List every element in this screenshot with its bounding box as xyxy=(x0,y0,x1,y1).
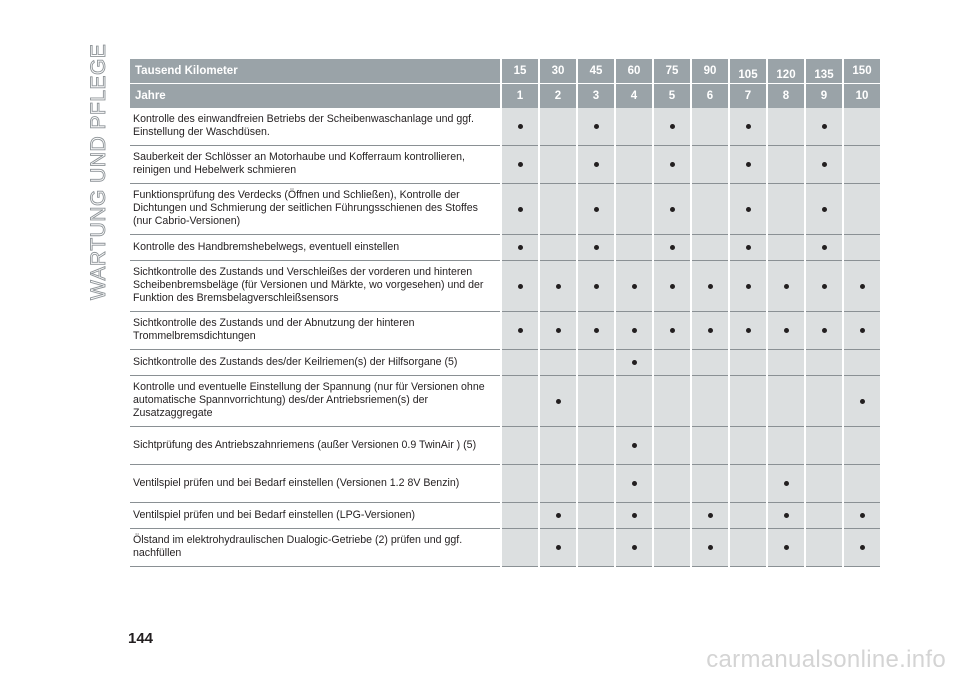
table-row xyxy=(130,261,880,312)
interval-cell xyxy=(502,503,538,529)
task-description: Ventilspiel prüfen und bei Bedarf einstellen (LPG-Versionen) xyxy=(130,503,500,529)
interval-cell xyxy=(692,235,728,261)
interval-cell xyxy=(844,261,880,312)
interval-cell xyxy=(730,427,766,465)
check-dot-icon xyxy=(822,207,827,212)
interval-cell xyxy=(578,146,614,184)
task-description: Ventilspiel prüfen und bei Bedarf einstellen (Versionen 1.2 8V Benzin) xyxy=(130,465,500,503)
table-row xyxy=(130,376,880,427)
interval-cell xyxy=(502,376,538,427)
check-dot-icon xyxy=(708,284,713,289)
interval-cell xyxy=(654,146,690,184)
check-dot-icon xyxy=(518,124,523,129)
km-cell: 75 xyxy=(654,59,690,84)
table-row xyxy=(130,184,880,235)
interval-cell xyxy=(844,312,880,350)
table-row xyxy=(130,146,880,184)
interval-cell xyxy=(806,108,842,146)
check-dot-icon xyxy=(746,124,751,129)
check-dot-icon xyxy=(518,328,523,333)
check-dot-icon xyxy=(860,545,865,550)
table-row xyxy=(130,427,880,465)
interval-cell xyxy=(768,376,804,427)
interval-cell xyxy=(502,261,538,312)
table-row xyxy=(130,235,880,261)
interval-cell xyxy=(654,108,690,146)
interval-cell xyxy=(616,376,652,427)
check-dot-icon xyxy=(594,162,599,167)
check-dot-icon xyxy=(518,284,523,289)
interval-cell xyxy=(730,184,766,235)
task-description: Kontrolle und eventuelle Einstellung der Spannung (nur für Versionen ohne automatische Spannvorrichtung) des/der Antriebsriemen(s) der Zusatzaggregate xyxy=(130,376,500,427)
check-dot-icon xyxy=(632,545,637,550)
interval-cell xyxy=(768,184,804,235)
interval-cell xyxy=(768,235,804,261)
task-description: Sichtprüfung des Antriebszahnriemens (außer Versionen 0.9 TwinAir ) (5) xyxy=(130,427,500,465)
interval-cell xyxy=(844,184,880,235)
interval-cell xyxy=(578,108,614,146)
check-dot-icon xyxy=(746,162,751,167)
interval-cell xyxy=(730,376,766,427)
km-cell: 105 xyxy=(730,59,766,84)
interval-cell xyxy=(844,529,880,567)
check-dot-icon xyxy=(746,245,751,250)
check-dot-icon xyxy=(632,328,637,333)
year-cell: 1 xyxy=(502,84,538,108)
check-dot-icon xyxy=(632,284,637,289)
interval-cell xyxy=(540,108,576,146)
km-cell: 135 xyxy=(806,59,842,84)
check-dot-icon xyxy=(632,513,637,518)
interval-cell xyxy=(616,235,652,261)
check-dot-icon xyxy=(670,328,675,333)
interval-cell xyxy=(578,350,614,376)
interval-cell xyxy=(654,261,690,312)
interval-cell xyxy=(844,503,880,529)
interval-cell xyxy=(806,261,842,312)
interval-cell xyxy=(654,184,690,235)
check-dot-icon xyxy=(594,328,599,333)
check-dot-icon xyxy=(594,124,599,129)
interval-cell xyxy=(730,108,766,146)
interval-cell xyxy=(616,261,652,312)
interval-cell xyxy=(578,503,614,529)
check-dot-icon xyxy=(518,162,523,167)
check-dot-icon xyxy=(632,360,637,365)
check-dot-icon xyxy=(860,328,865,333)
year-cell: 4 xyxy=(616,84,652,108)
check-dot-icon xyxy=(670,284,675,289)
task-description: Funktionsprüfung des Verdecks (Öffnen und Schließen), Kontrolle der Dichtungen und Schmierung der seitlichen Führungsschienen des Stoffes (nur Cabrio-Versionen) xyxy=(130,184,500,235)
check-dot-icon xyxy=(860,513,865,518)
interval-cell xyxy=(768,529,804,567)
year-cell: 7 xyxy=(730,84,766,108)
check-dot-icon xyxy=(632,443,637,448)
interval-cell xyxy=(540,261,576,312)
interval-cell xyxy=(730,235,766,261)
check-dot-icon xyxy=(746,284,751,289)
year-cell: 6 xyxy=(692,84,728,108)
interval-cell xyxy=(844,350,880,376)
check-dot-icon xyxy=(746,207,751,212)
km-cell: 15 xyxy=(502,59,538,84)
interval-cell xyxy=(730,465,766,503)
interval-cell xyxy=(806,146,842,184)
interval-cell xyxy=(654,427,690,465)
interval-cell xyxy=(692,184,728,235)
task-description: Sichtkontrolle des Zustands und der Abnutzung der hinteren Trommelbremsdichtungen xyxy=(130,312,500,350)
interval-cell xyxy=(692,108,728,146)
interval-cell xyxy=(654,376,690,427)
check-dot-icon xyxy=(822,328,827,333)
year-cell: 8 xyxy=(768,84,804,108)
check-dot-icon xyxy=(784,513,789,518)
interval-cell xyxy=(692,146,728,184)
km-cell: 120 xyxy=(768,59,804,84)
interval-cell xyxy=(502,427,538,465)
check-dot-icon xyxy=(822,245,827,250)
check-dot-icon xyxy=(822,284,827,289)
interval-cell xyxy=(616,529,652,567)
interval-cell xyxy=(616,184,652,235)
interval-cell xyxy=(540,184,576,235)
task-description: Sichtkontrolle des Zustands und Verschleißes der vorderen und hinteren Scheibenbremsbeläge (für Versionen und Märkte, wo vorgesehen) und der Funktion des Bremsbelagverschleißsensors xyxy=(130,261,500,312)
check-dot-icon xyxy=(708,328,713,333)
table-row xyxy=(130,312,880,350)
table-row xyxy=(130,503,880,529)
header-row-years xyxy=(130,84,880,108)
year-cell: 3 xyxy=(578,84,614,108)
interval-cell xyxy=(540,312,576,350)
interval-cell xyxy=(768,465,804,503)
header-row-kilometers xyxy=(130,59,880,84)
interval-cell xyxy=(730,529,766,567)
interval-cell xyxy=(692,465,728,503)
table-row xyxy=(130,465,880,503)
years-label: Jahre xyxy=(130,84,500,108)
check-dot-icon xyxy=(860,284,865,289)
km-cell: 30 xyxy=(540,59,576,84)
check-dot-icon xyxy=(594,245,599,250)
interval-cell xyxy=(502,235,538,261)
year-cell: 5 xyxy=(654,84,690,108)
interval-cell xyxy=(806,376,842,427)
check-dot-icon xyxy=(784,284,789,289)
check-dot-icon xyxy=(632,481,637,486)
interval-cell xyxy=(540,376,576,427)
interval-cell xyxy=(844,235,880,261)
interval-cell xyxy=(502,184,538,235)
interval-cell xyxy=(578,465,614,503)
interval-cell xyxy=(578,427,614,465)
interval-cell xyxy=(578,261,614,312)
table-row xyxy=(130,529,880,567)
interval-cell xyxy=(768,350,804,376)
interval-cell xyxy=(540,465,576,503)
interval-cell xyxy=(806,465,842,503)
interval-cell xyxy=(578,529,614,567)
watermark-text: carmanualsonline.info xyxy=(706,646,946,673)
interval-cell xyxy=(578,235,614,261)
km-cell: 150 xyxy=(844,59,880,84)
check-dot-icon xyxy=(556,399,561,404)
interval-cell xyxy=(730,261,766,312)
interval-cell xyxy=(502,529,538,567)
check-dot-icon xyxy=(670,162,675,167)
interval-cell xyxy=(806,184,842,235)
check-dot-icon xyxy=(746,328,751,333)
year-cell: 9 xyxy=(806,84,842,108)
maintenance-table xyxy=(128,59,882,567)
interval-cell xyxy=(768,503,804,529)
interval-cell xyxy=(692,427,728,465)
interval-cell xyxy=(540,503,576,529)
interval-cell xyxy=(654,529,690,567)
check-dot-icon xyxy=(708,545,713,550)
check-dot-icon xyxy=(556,284,561,289)
interval-cell xyxy=(540,427,576,465)
interval-cell xyxy=(540,146,576,184)
interval-cell xyxy=(654,235,690,261)
interval-cell xyxy=(692,529,728,567)
task-description: Kontrolle des einwandfreien Betriebs der Scheibenwaschanlage und ggf. Einstellung der Waschdüsen. xyxy=(130,108,500,146)
check-dot-icon xyxy=(784,328,789,333)
interval-cell xyxy=(844,146,880,184)
interval-cell xyxy=(692,503,728,529)
check-dot-icon xyxy=(556,328,561,333)
check-dot-icon xyxy=(822,124,827,129)
check-dot-icon xyxy=(822,162,827,167)
interval-cell xyxy=(502,465,538,503)
table-row xyxy=(130,108,880,146)
interval-cell xyxy=(616,427,652,465)
interval-cell xyxy=(502,108,538,146)
year-cell: 10 xyxy=(844,84,880,108)
interval-cell xyxy=(768,261,804,312)
interval-cell xyxy=(654,503,690,529)
interval-cell xyxy=(540,235,576,261)
interval-cell xyxy=(768,108,804,146)
interval-cell xyxy=(502,146,538,184)
task-description: Sauberkeit der Schlösser an Motorhaube und Kofferraum kontrollieren, reinigen und Hebelwerk schmieren xyxy=(130,146,500,184)
interval-cell xyxy=(806,503,842,529)
interval-cell xyxy=(578,312,614,350)
section-title-vertical: WARTUNG UND PFLEGE xyxy=(87,43,110,300)
interval-cell xyxy=(806,235,842,261)
check-dot-icon xyxy=(594,284,599,289)
page-number: 144 xyxy=(128,630,154,647)
task-description: Kontrolle des Handbremshebelwegs, eventuell einstellen xyxy=(130,235,500,261)
interval-cell xyxy=(616,312,652,350)
interval-cell xyxy=(844,376,880,427)
km-cell: 45 xyxy=(578,59,614,84)
check-dot-icon xyxy=(670,124,675,129)
interval-cell xyxy=(654,312,690,350)
check-dot-icon xyxy=(556,513,561,518)
check-dot-icon xyxy=(518,245,523,250)
kilometers-label: Tausend Kilometer xyxy=(130,59,500,84)
check-dot-icon xyxy=(860,399,865,404)
interval-cell xyxy=(730,146,766,184)
interval-cell xyxy=(768,312,804,350)
check-dot-icon xyxy=(784,481,789,486)
interval-cell xyxy=(730,503,766,529)
check-dot-icon xyxy=(670,245,675,250)
task-description: Sichtkontrolle des Zustands des/der Keilriemen(s) der Hilfsorgane (5) xyxy=(130,350,500,376)
interval-cell xyxy=(768,146,804,184)
interval-cell xyxy=(768,427,804,465)
task-description: Ölstand im elektrohydraulischen Dualogic-Getriebe (2) prüfen und ggf. nachfüllen xyxy=(130,529,500,567)
table-row xyxy=(130,350,880,376)
interval-cell xyxy=(540,350,576,376)
check-dot-icon xyxy=(670,207,675,212)
check-dot-icon xyxy=(708,513,713,518)
interval-cell xyxy=(730,350,766,376)
interval-cell xyxy=(578,184,614,235)
interval-cell xyxy=(844,108,880,146)
km-cell: 60 xyxy=(616,59,652,84)
year-cell: 2 xyxy=(540,84,576,108)
interval-cell xyxy=(692,261,728,312)
interval-cell xyxy=(616,465,652,503)
interval-cell xyxy=(730,312,766,350)
interval-cell xyxy=(616,503,652,529)
km-cell: 90 xyxy=(692,59,728,84)
interval-cell xyxy=(540,529,576,567)
interval-cell xyxy=(806,350,842,376)
interval-cell xyxy=(654,350,690,376)
check-dot-icon xyxy=(556,545,561,550)
interval-cell xyxy=(502,350,538,376)
check-dot-icon xyxy=(594,207,599,212)
check-dot-icon xyxy=(784,545,789,550)
interval-cell xyxy=(616,350,652,376)
interval-cell xyxy=(806,312,842,350)
check-dot-icon xyxy=(518,207,523,212)
interval-cell xyxy=(844,427,880,465)
interval-cell xyxy=(502,312,538,350)
interval-cell xyxy=(578,376,614,427)
interval-cell xyxy=(616,146,652,184)
interval-cell xyxy=(806,529,842,567)
interval-cell xyxy=(692,350,728,376)
interval-cell xyxy=(806,427,842,465)
interval-cell xyxy=(844,465,880,503)
interval-cell xyxy=(692,376,728,427)
interval-cell xyxy=(616,108,652,146)
interval-cell xyxy=(654,465,690,503)
interval-cell xyxy=(692,312,728,350)
